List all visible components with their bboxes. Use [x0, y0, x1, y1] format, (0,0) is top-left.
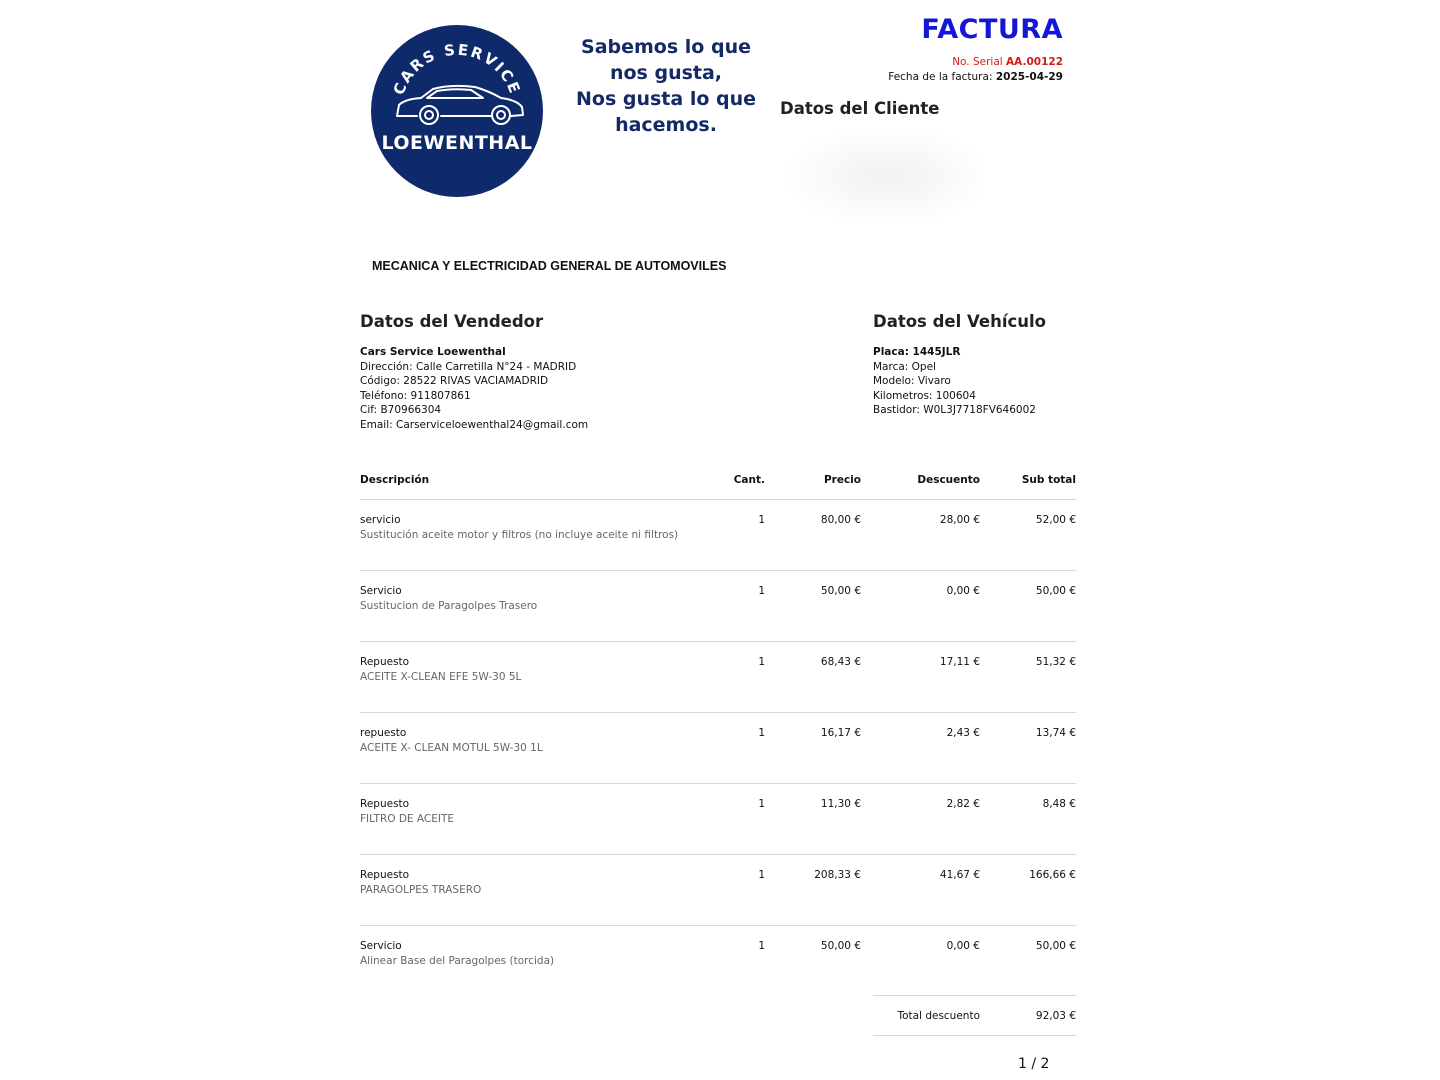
header-quantity: Cant.: [733, 474, 765, 486]
seller-info: [360, 345, 588, 432]
page-number: 1 / 2: [1018, 1056, 1050, 1072]
company-tagline: MECANICA Y ELECTRICIDAD GENERAL DE AUTOMOVILES: [372, 259, 727, 273]
invoice-date: [888, 71, 1063, 83]
item-subtotal: 52,00 €: [1035, 514, 1076, 526]
item-price: 50,00 €: [820, 585, 861, 597]
item-detail: PARAGOLPES TRASERO: [360, 884, 482, 896]
item-subtotal: 13,74 €: [1035, 727, 1076, 739]
header-price: Precio: [823, 474, 861, 486]
item-quantity: 1: [758, 798, 765, 810]
item-quantity: 1: [758, 727, 765, 739]
logo-emblem-icon: [371, 25, 543, 197]
header-discount: Descuento: [917, 474, 980, 486]
item-detail: Alinear Base del Paragolpes (torcida): [360, 955, 555, 967]
seller-email: Email: Carserviceloewenthal24@gmail.com: [360, 418, 589, 431]
item-detail: ACEITE X-CLEAN EFE 5W-30 5L: [360, 671, 522, 683]
table-row: [360, 784, 1076, 855]
vehicle-section-title: Datos del Vehículo: [873, 312, 1047, 331]
item-discount: 17,11 €: [939, 656, 980, 668]
item-discount: 0,00 €: [946, 585, 980, 597]
invoice-title: FACTURA: [921, 14, 1063, 45]
item-quantity: 1: [758, 869, 765, 881]
header-subtotal: Sub total: [1021, 474, 1076, 486]
total-discount-value: 92,03 €: [1035, 1010, 1076, 1022]
item-quantity: 1: [758, 940, 765, 952]
item-discount: 41,67 €: [939, 869, 980, 881]
totals-block: [873, 995, 1076, 1036]
item-discount: 2,82 €: [946, 798, 980, 810]
item-price: 80,00 €: [820, 514, 861, 526]
table-row: [360, 713, 1076, 784]
date-label: Fecha de la factura:: [888, 71, 993, 83]
vehicle-plate: Placa: 1445JLR: [873, 346, 961, 358]
seller-postal-code: Código: 28522 RIVAS VACIAMADRID: [360, 375, 549, 387]
item-discount: 0,00 €: [946, 940, 980, 952]
item-type: servicio: [360, 514, 401, 526]
vehicle-brand: Marca: Opel: [873, 360, 936, 373]
logo-top-text: CARS SERVICE: [389, 40, 525, 98]
item-type: Repuesto: [360, 798, 410, 810]
slogan: [560, 34, 772, 138]
header-description: Descripción: [360, 474, 430, 486]
item-price: 50,00 €: [820, 940, 861, 952]
seller-address: Dirección: Calle Carretilla N°24 - MADRID: [360, 360, 577, 373]
seller-phone: Teléfono: 911807861: [360, 389, 471, 402]
item-type: Repuesto: [360, 869, 410, 881]
invoice-items-table: [360, 468, 1076, 997]
seller-section-title: Datos del Vendedor: [360, 312, 544, 331]
serial-number: [952, 56, 1063, 68]
item-price: 11,30 €: [820, 798, 861, 810]
client-section-title: Datos del Cliente: [780, 99, 940, 118]
table-row: [360, 642, 1076, 713]
item-type: repuesto: [360, 727, 407, 739]
item-price: 68,43 €: [820, 656, 861, 668]
serial-value: AA.00122: [1006, 56, 1063, 68]
seller-cif: Cif: B70966304: [360, 404, 442, 416]
item-discount: 28,00 €: [939, 514, 980, 526]
company-logo: [371, 25, 543, 197]
item-subtotal: 166,66 €: [1029, 869, 1076, 881]
vehicle-chassis: Bastidor: W0L3J7718FV646002: [873, 404, 1036, 416]
item-price: 208,33 €: [814, 869, 861, 881]
item-quantity: 1: [758, 585, 765, 597]
item-price: 16,17 €: [820, 727, 861, 739]
item-quantity: 1: [758, 514, 765, 526]
vehicle-info: [873, 345, 1036, 418]
table-row: [360, 855, 1076, 926]
vehicle-km: Kilometros: 100604: [873, 389, 976, 402]
slogan-line: Sabemos lo que: [581, 36, 751, 58]
date-value: 2025-04-29: [995, 71, 1063, 83]
client-data-redacted: [790, 128, 985, 224]
slogan-line: nos gusta,: [609, 62, 723, 84]
table-row: [360, 500, 1076, 571]
item-detail: Sustitucion de Paragolpes Trasero: [360, 600, 538, 612]
item-subtotal: 50,00 €: [1035, 585, 1076, 597]
item-discount: 2,43 €: [946, 727, 980, 739]
item-subtotal: 50,00 €: [1035, 940, 1076, 952]
item-quantity: 1: [758, 656, 765, 668]
table-row: [360, 571, 1076, 642]
item-type: Repuesto: [360, 656, 410, 668]
table-row: [360, 926, 1076, 997]
slogan-line: hacemos.: [615, 114, 717, 136]
slogan-line: Nos gusta lo que: [575, 88, 757, 110]
item-type: Servicio: [360, 585, 402, 597]
item-detail: Sustitución aceite motor y filtros (no incluye aceite ni filtros): [360, 529, 679, 541]
vehicle-model: Modelo: Vivaro: [873, 375, 951, 387]
total-discount-label: Total descuento: [897, 1010, 980, 1022]
item-detail: FILTRO DE ACEITE: [360, 813, 455, 825]
logo-bottom-text: LOEWENTHAL: [381, 132, 533, 154]
item-type: Servicio: [360, 940, 402, 952]
item-subtotal: 51,32 €: [1035, 656, 1076, 668]
item-subtotal: 8,48 €: [1042, 798, 1076, 810]
serial-label: No. Serial: [952, 56, 1003, 68]
table-header: [360, 468, 1076, 500]
seller-name: Cars Service Loewenthal: [360, 346, 506, 358]
item-detail: ACEITE X- CLEAN MOTUL 5W-30 1L: [360, 742, 543, 754]
